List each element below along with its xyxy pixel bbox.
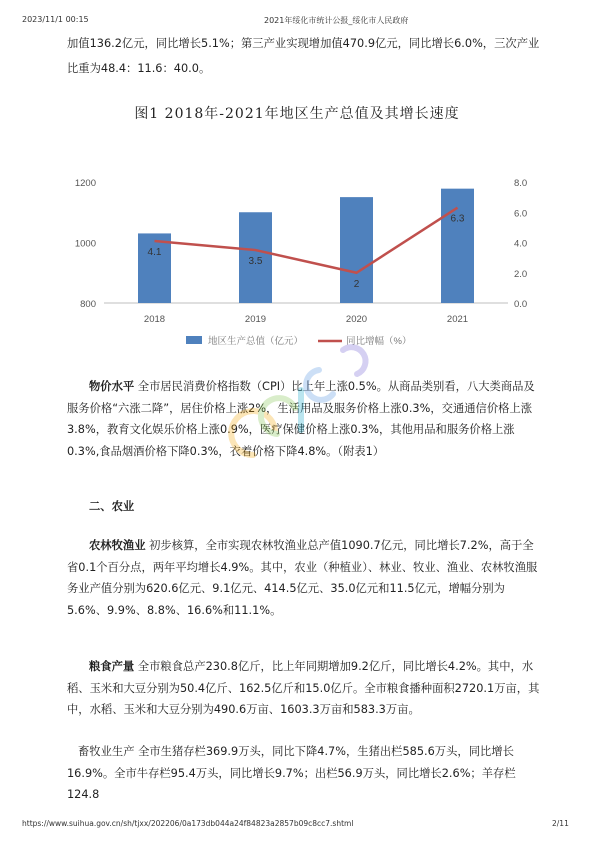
x-tick-label: 2018	[143, 314, 166, 325]
footer-url: https://www.suihua.gov.cn/sh/tjxx/202206/0a173db044a24f84823a2857b09c8cc7.shtml	[22, 819, 354, 828]
grain-text: 全市粮食总产230.8亿斤，比上年同期增加9.2亿斤，同比增长4.2%。其中，水稻、玉米和大豆分别为50.4亿斤、162.5亿斤和15.0亿斤。全市粮食播种面积2720.1万亩，其中，水稻、玉米和大豆分别为490.6万亩、1603.3万亩和583.3万亩。	[67, 660, 540, 716]
x-tick-label: 2019	[244, 314, 267, 325]
x-tick-label: 2020	[345, 314, 368, 325]
legend-swatch-bar	[186, 336, 202, 344]
y-right-tick-label: 4.0	[514, 238, 528, 250]
y-right-tick-label: 0.0	[514, 299, 528, 310]
data-label: 6.3	[450, 213, 465, 225]
watermark-graphic	[215, 330, 385, 480]
intro-line-2: 比重为48.4：11.6：40.0。	[67, 62, 211, 75]
grain-paragraph	[67, 656, 542, 721]
section-heading: 二、农业	[89, 500, 135, 513]
data-label: 3.5	[248, 256, 263, 268]
y-right-tick-label: 6.0	[514, 208, 528, 220]
y-left-tick-label: 800	[80, 299, 96, 310]
legend-label-bar: 地区生产总值（亿元）	[208, 336, 304, 347]
intro-line-1: 加值136.2亿元，同比增长5.1%；第三产业实现增加值470.9亿元，同比增长6.0%，三次产业	[67, 37, 540, 50]
farm-text: 初步核算，全市实现农林牧渔业总产值1090.7亿元，同比增长7.2%，高于全省0.1个百分点，两年平均增长4.9%。其中，农业（种植业）、林业、牧业、渔业、农林牧渔服务业产值分别为620.6亿元、9.1亿元、414.5亿元、35.0亿元和11.5亿元，增幅分别为5.6%、9.9%、8.8%、16.6%和11.1%。	[67, 539, 538, 617]
farm-title: 农林牧渔业	[89, 539, 146, 552]
price-text: 全市居民消费价格指数（CPI）比上年上涨0.5%。从商品类别看，八大类商品及服务价格“六涨二降”，居住价格上涨2%，生活用品及服务价格上涨0.3%，交通通信价格上涨3.8%，教育文化娱乐价格上涨0.9%，医疗保健价格上涨0.3%，其他用品和服务价格上涨0.3%,食品烟酒价格下降0.3%，衣着价格下降4.8%。（附表1）	[67, 380, 535, 458]
header-title: 2021年绥化市统计公报_绥化市人民政府	[264, 16, 409, 25]
data-label: 4.1	[147, 246, 162, 258]
y-right-tick-label: 8.0	[514, 178, 528, 189]
header-timestamp: 2023/11/1 00:15	[22, 15, 89, 24]
bar	[441, 189, 474, 303]
footer-page: 2/11	[552, 819, 569, 828]
legend-label-line: 同比增幅（%）	[346, 336, 412, 347]
chart-title: 图1 2018年-2021年地区生产总值及其增长速度	[134, 106, 460, 122]
data-label: 2	[353, 278, 360, 290]
livestock-paragraph: 畜牧业生产 全市生猪存栏369.9万头，同比下降4.7%，生猪出栏585.6万头，同比增长16.9%。全市牛存栏95.4万头，同比增长9.7%；出栏56.9万头，同比增长2.6%；羊存栏124.8	[67, 745, 516, 801]
y-left-tick-label: 1000	[74, 238, 96, 250]
price-title: 物价水平	[89, 380, 135, 393]
x-tick-label: 2021	[446, 314, 469, 325]
farm-paragraph	[67, 535, 542, 621]
y-left-tick-label: 1200	[74, 178, 96, 189]
bar	[138, 233, 171, 303]
y-right-tick-label: 2.0	[514, 268, 528, 280]
growth-line	[155, 208, 458, 273]
grain-title: 粮食产量	[89, 660, 135, 673]
